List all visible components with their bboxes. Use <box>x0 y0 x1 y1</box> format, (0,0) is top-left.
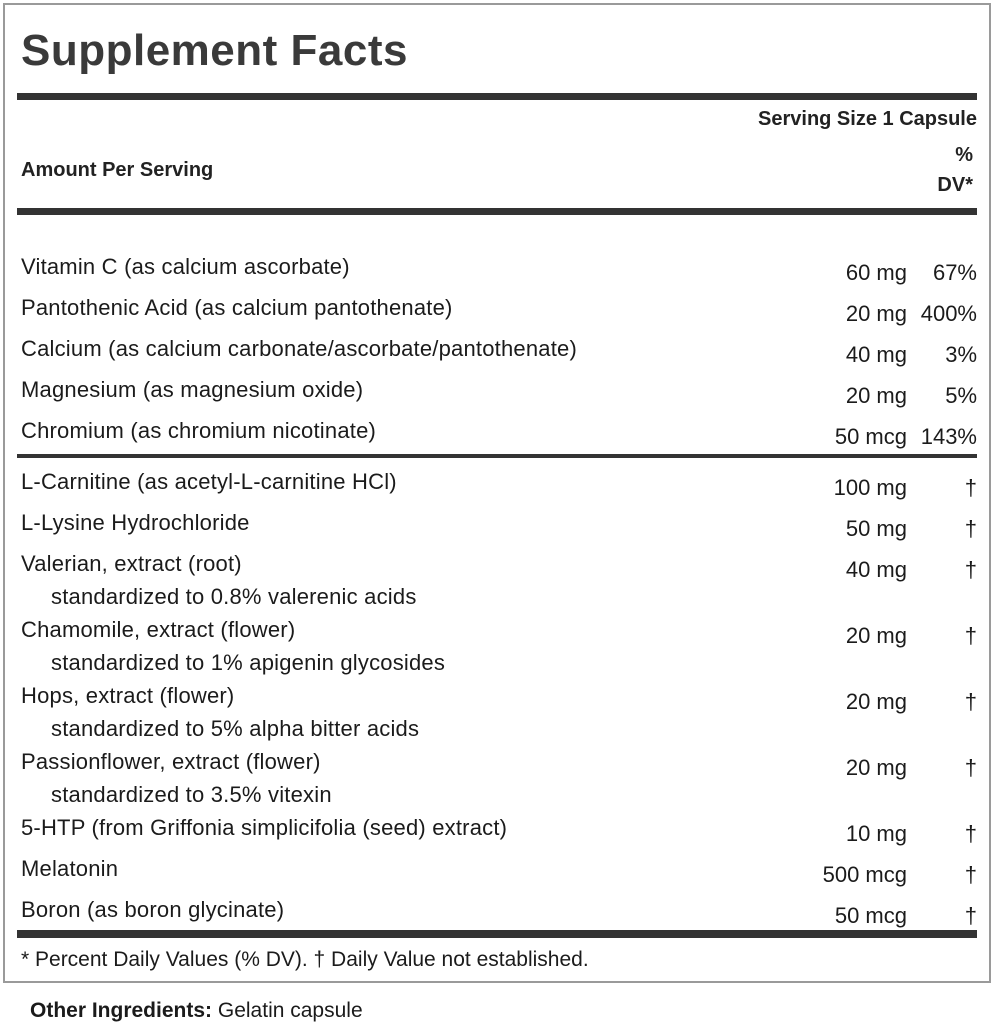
ingredient-daily-value: 5% <box>945 382 977 408</box>
percent-heading: % <box>955 144 973 167</box>
ingredient-amount: 20 mg <box>845 300 907 326</box>
standardization-note: standardized to 1% apigenin glycosides <box>51 649 446 675</box>
ingredient-name: Valerian, extract (root) <box>21 550 242 576</box>
ingredient-daily-value: † <box>964 820 977 846</box>
table-row <box>17 287 977 328</box>
ingredient-name: Calcium (as calcium carbonate/ascorbate/pantothenate) <box>21 335 578 361</box>
ingredient-name: L-Carnitine (as acetyl-L-carnitine HCl) <box>21 468 397 494</box>
table-row <box>17 369 977 410</box>
ingredient-name: Hops, extract (flower) <box>21 682 235 708</box>
other-ingredients-value: Gelatin capsule <box>217 999 363 1023</box>
table-row <box>17 461 977 502</box>
dv-heading: DV* <box>937 174 973 197</box>
ingredient-amount: 40 mg <box>845 556 907 582</box>
ingredient-daily-value: † <box>964 556 977 582</box>
ingredient-amount: 100 mg <box>833 474 907 500</box>
ingredient-amount: 20 mg <box>845 382 907 408</box>
ingredient-daily-value: † <box>964 861 977 887</box>
standardization-note: standardized to 5% alpha bitter acids <box>51 715 420 741</box>
ingredient-name: 5-HTP (from Griffonia simplicifolia (seed) extract) <box>21 814 508 840</box>
ingredient-amount: 20 mg <box>845 688 907 714</box>
ingredient-amount: 50 mg <box>845 515 907 541</box>
standardization-note: standardized to 3.5% vitexin <box>51 781 332 807</box>
ingredient-name: Vitamin C (as calcium ascorbate) <box>21 253 350 279</box>
ingredient-daily-value: † <box>964 515 977 541</box>
table-row <box>17 328 977 369</box>
table-row <box>17 543 977 584</box>
ingredient-name: Melatonin <box>21 855 119 881</box>
ingredient-daily-value: † <box>964 754 977 780</box>
divider-thick-header <box>17 208 977 215</box>
other-ingredients-label: Other Ingredients: <box>30 999 213 1023</box>
percent-dv-heading <box>937 140 973 200</box>
ingredient-daily-value: † <box>964 688 977 714</box>
panel-title: Supplement Facts <box>21 26 408 75</box>
ingredient-name: Magnesium (as magnesium oxide) <box>21 376 364 402</box>
supplement-facts-panel <box>3 3 991 983</box>
table-row <box>17 410 977 451</box>
ingredient-amount: 10 mg <box>845 820 907 846</box>
column-header-row <box>17 140 977 200</box>
ingredient-daily-value: † <box>964 474 977 500</box>
ingredient-amount: 40 mg <box>845 341 907 367</box>
ingredient-amount: 500 mcg <box>822 861 907 887</box>
ingredient-daily-value: 3% <box>945 341 977 367</box>
ingredient-amount: 20 mg <box>845 754 907 780</box>
ingredient-daily-value: 400% <box>920 300 977 326</box>
ingredient-daily-value: † <box>964 622 977 648</box>
table-row <box>17 609 977 650</box>
ingredient-amount: 20 mg <box>845 622 907 648</box>
table-row <box>17 741 977 782</box>
amount-per-serving-heading: Amount Per Serving <box>21 158 214 181</box>
table-row <box>17 807 977 848</box>
table-row <box>17 848 977 889</box>
table-row <box>17 675 977 716</box>
other-ingredients <box>30 999 994 1023</box>
ingredient-amount: 50 mcg <box>834 423 907 449</box>
serving-size: Serving Size 1 Capsule <box>758 108 977 131</box>
divider-thick-top <box>17 93 977 100</box>
divider-thick-bottom <box>17 930 977 938</box>
ingredient-daily-value: 143% <box>920 423 977 449</box>
ingredient-name: Chamomile, extract (flower) <box>21 616 296 642</box>
ingredient-table <box>17 246 977 930</box>
table-row <box>17 246 977 287</box>
table-row <box>17 502 977 543</box>
ingredient-name: Passionflower, extract (flower) <box>21 748 321 774</box>
ingredient-amount: 50 mcg <box>834 902 907 928</box>
divider-medium <box>17 454 977 458</box>
ingredient-name: Pantothenic Acid (as calcium pantothenate) <box>21 294 453 320</box>
footnote: * Percent Daily Values (% DV). † Daily Value not established. <box>21 948 589 972</box>
ingredient-amount: 60 mg <box>845 259 907 285</box>
ingredient-name: Boron (as boron glycinate) <box>21 896 285 922</box>
standardization-note: standardized to 0.8% valerenic acids <box>51 583 417 609</box>
table-row <box>17 889 977 930</box>
ingredient-daily-value: † <box>964 902 977 928</box>
ingredient-name: L-Lysine Hydrochloride <box>21 509 250 535</box>
ingredient-daily-value: 67% <box>932 259 977 285</box>
ingredient-name: Chromium (as chromium nicotinate) <box>21 417 377 443</box>
